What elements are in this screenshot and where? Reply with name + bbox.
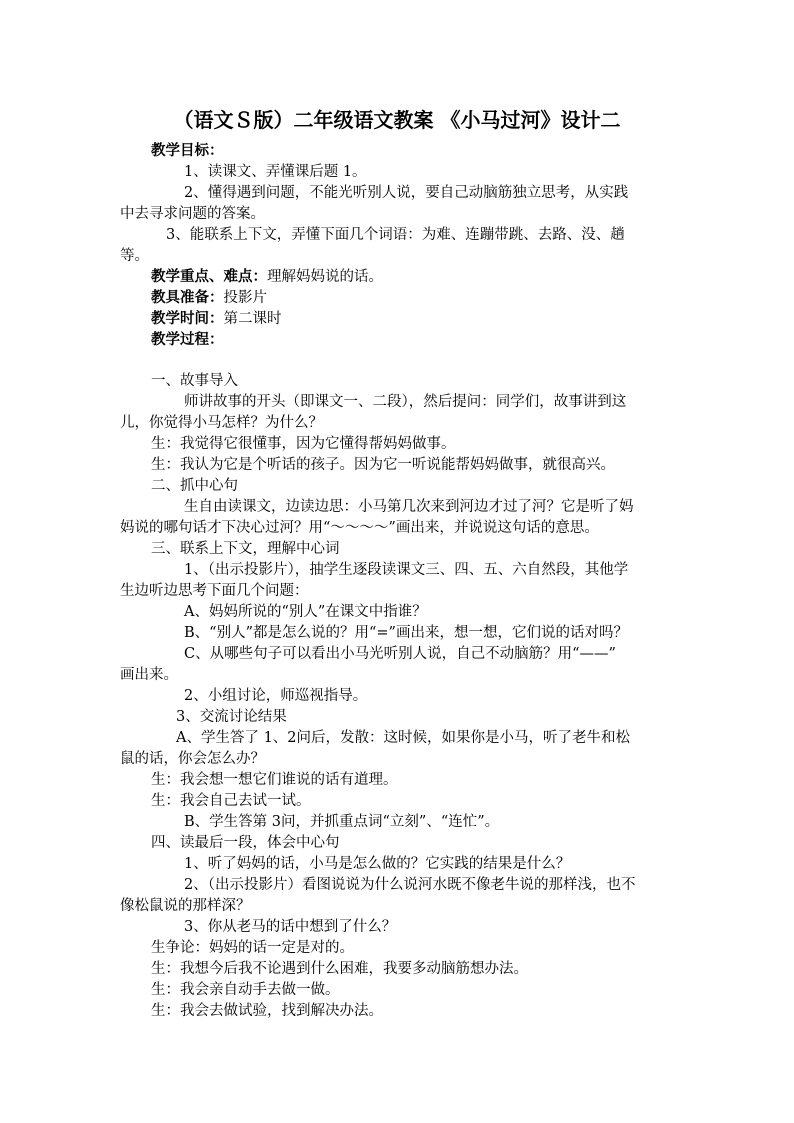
section-4-item-1: 1、听了妈妈的话，小马是怎么做的？它实践的结果是什么？: [184, 856, 571, 872]
objective-item-3-line-2: 等。: [120, 248, 149, 264]
section-4-student-debate: 生争论：妈妈的话一定是对的。: [151, 940, 354, 956]
section-4-student-3: 生：我会亲自动手去做一做。: [151, 982, 340, 998]
section-3-heading: 三、联系上下文，理解中心词: [151, 541, 340, 557]
section-4-student-2: 生：我想今后我不论遇到什么困难，我要多动脑筋想办法。: [151, 961, 528, 977]
section-1-paragraph-line-2: 儿，你觉得小马怎样？为什么？: [120, 415, 323, 431]
section-3-answer-b: B、学生答第 3问，并抓重点词“立刻”、“连忙”。: [184, 814, 500, 830]
key-points-value: 理解妈妈说的话。: [267, 269, 383, 285]
section-4-item-3: 3、你从老马的话中想到了什么？: [184, 919, 397, 935]
objective-item-2-line-2: 中去寻求问题的答案。: [120, 206, 265, 222]
section-3-question-b: B、“别人”都是怎么说的？用“=”画出来，想一想，它们说的话对吗？: [184, 625, 628, 641]
section-3-item-3: 3、交流讨论结果: [176, 709, 287, 725]
objective-item-3-line-1: 3、能联系上下文，弄懂下面几个词语：为难、连蹦带跳、去路、没、趟: [166, 227, 625, 243]
tools-label: 教具准备：: [151, 289, 224, 306]
key-points-label: 教学重点、难点：: [151, 268, 267, 285]
section-2-paragraph-line-2: 妈说的哪句话才下决心过河？用“～～～～”画出来，并说说这句话的意思。: [120, 520, 599, 536]
section-2-paragraph-line-1: 生自由读课文，边读边思：小马第几次来到河边才过了河？它是听了妈: [184, 499, 634, 515]
section-3-paragraph-line-2: 生边听边思考下面几个问题：: [120, 583, 309, 599]
process-heading: 教学过程：: [151, 331, 224, 348]
time-label: 教学时间：: [151, 310, 224, 327]
document-title: （语文Ｓ版）二年级语文教案 《小马过河》设计二: [173, 108, 621, 132]
section-4-heading: 四、读最后一段，体会中心句: [151, 835, 340, 851]
section-2-heading: 二、抓中心句: [151, 478, 238, 494]
time-value: 第二课时: [223, 311, 282, 327]
section-3-answer-a-line-1: A、学生答了 1、2问后，发散：这时候，如果你是小马，听了老牛和松: [176, 730, 631, 746]
time-row: [151, 308, 282, 330]
tools-value: 投影片: [223, 290, 267, 306]
section-3-student-1: 生：我会想一想它们谁说的话有道理。: [151, 772, 398, 788]
section-3-paragraph-line-1: 1、（出示投影片），抽学生逐段读课文三、四、五、六自然段，其他学: [184, 562, 629, 578]
section-3-item-2: 2、小组讨论，师巡视指导。: [184, 688, 368, 704]
objective-item-2-line-1: 2、懂得遇到问题，不能光听别人说，要自己动脑筋独立思考，从实践: [184, 185, 629, 201]
section-1-student-1: 生：我觉得它很懂事，因为它懂得帮妈妈做事。: [151, 436, 456, 452]
objective-item-1: 1、读课文、弄懂课后题 1。: [184, 164, 367, 180]
section-3-student-2: 生：我会自己去试一试。: [151, 793, 311, 809]
key-points-row: [151, 266, 383, 288]
section-3-answer-a-line-2: 鼠的话，你会怎么办？: [120, 751, 265, 767]
section-1-student-2: 生：我认为它是个听话的孩子。因为它一听说能帮妈妈做事，就很高兴。: [151, 457, 615, 473]
section-1-heading: 一、故事导入: [151, 373, 238, 389]
tools-row: [151, 287, 267, 309]
section-4-item-2-line-2: 像松鼠说的那样深？: [120, 898, 251, 914]
section-3-question-c-line-1: C、从哪些句子可以看出小马光听别人说，自己不动脑筋？用“——”: [184, 646, 616, 662]
section-4-item-2-line-1: 2、（出示投影片）看图说说为什么说河水既不像老牛说的那样浅，也不: [184, 877, 636, 893]
section-1-paragraph-line-1: 师讲故事的开头（即课文一、二段），然后提问：同学们，故事讲到这: [184, 394, 627, 410]
section-3-question-c-line-2: 画出来。: [120, 667, 178, 683]
section-3-question-a: A、妈妈所说的“别人”在课文中指谁？: [184, 604, 427, 620]
objectives-heading: 教学目标：: [151, 142, 224, 159]
section-4-student-4: 生：我会去做试验，找到解决办法。: [151, 1003, 383, 1019]
